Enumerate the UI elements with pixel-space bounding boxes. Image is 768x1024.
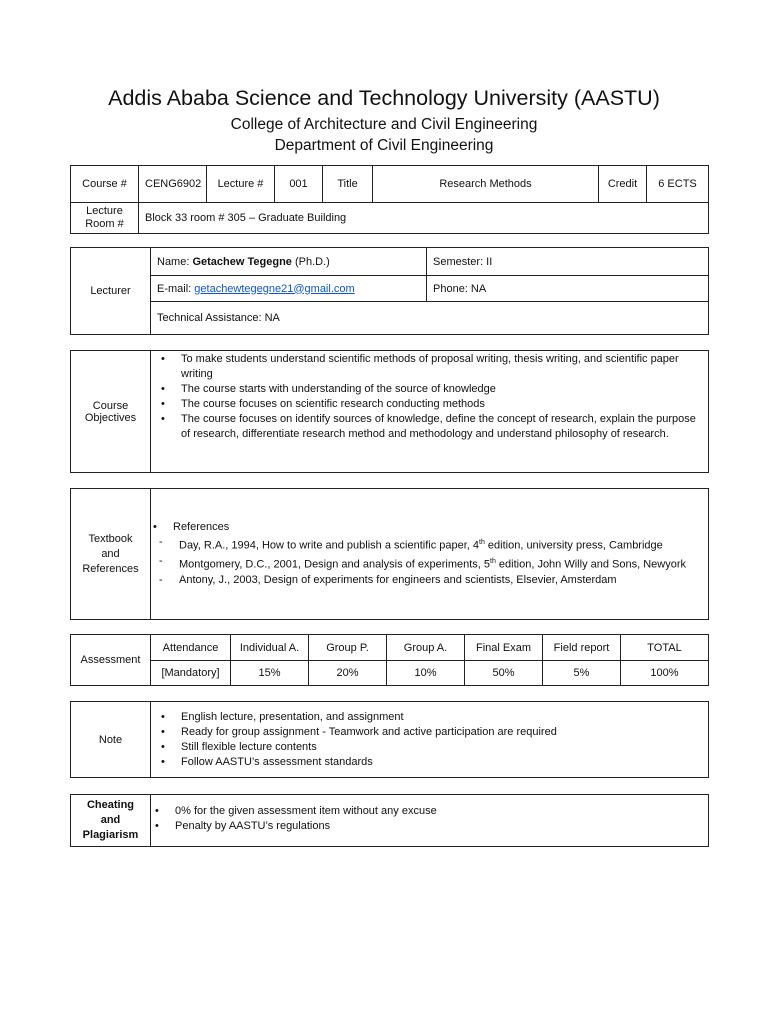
department-name: Department of Civil Engineering <box>274 137 494 154</box>
assessment-value: 20% <box>309 661 387 686</box>
cheating-label <box>71 795 151 847</box>
list-item: • The course focuses on scientific research conducting methods <box>181 397 702 412</box>
course-info-table <box>70 165 709 234</box>
course-number-label: Course # <box>71 166 139 203</box>
list-item: - Antony, J., 2003, Design of experiments for engineers and scientists, Elsevier, Amsterdam <box>179 573 702 588</box>
references-heading-list <box>155 520 702 535</box>
textbook-label <box>71 489 151 620</box>
textbook-label-line2: and <box>101 547 120 560</box>
cheating-table <box>70 794 709 847</box>
ref2-sup: th <box>490 558 496 565</box>
note-label: Note <box>71 702 151 778</box>
course-number-value: CENG6902 <box>139 166 207 203</box>
university-title: Addis Ababa Science and Technology University (AASTU) <box>108 86 660 110</box>
list-item: • 0% for the given assessment item without any excuse <box>175 804 702 819</box>
assessment-header: Group A. <box>387 635 465 661</box>
assessment-header: Attendance <box>151 635 231 661</box>
list-item: • To make students understand scientific methods of proposal writing, thesis writing, and scientific paper writing <box>181 352 702 382</box>
ref1-text-end: edition, university press, Cambridge <box>484 540 663 552</box>
objectives-label <box>71 351 151 473</box>
name-prefix: Name: <box>157 255 193 268</box>
assessment-header: Individual A. <box>231 635 309 661</box>
credit-label: Credit <box>599 166 647 203</box>
assessment-header: Field report <box>543 635 621 661</box>
title-label: Title <box>323 166 373 203</box>
lecturer-name-cell <box>151 248 427 276</box>
list-item <box>179 554 702 573</box>
ref1-text: Day, R.A., 1994, How to write and publish a scientific paper, 4 <box>179 540 480 552</box>
cheating-label-line1: Cheating <box>86 799 135 811</box>
lecture-room-label: Lecture Room # <box>71 203 139 234</box>
list-item: • The course starts with understanding of the source of knowledge <box>181 382 702 397</box>
ref2-text: Montgomery, D.C., 2001, Design and analysis of experiments, 5 <box>179 558 491 571</box>
note-table <box>70 701 709 778</box>
semester: Semester: II <box>427 248 709 276</box>
technical-assistance: Technical Assistance: NA <box>151 302 709 335</box>
title-value: Research Methods <box>373 166 599 203</box>
objectives-label-line2: Objectives <box>84 411 137 424</box>
email-link[interactable]: getachewtegegne21@gmail.com <box>194 282 355 295</box>
cheating-label-line2: and <box>100 814 121 826</box>
list-item: • English lecture, presentation, and assignment <box>181 710 702 725</box>
lecture-room-value: Block 33 room # 305 – Graduate Building <box>139 203 709 234</box>
ref1-sup: th <box>479 539 485 547</box>
assessment-header: Group P. <box>309 635 387 661</box>
lecturer-name: Getachew Tegegne <box>192 255 292 268</box>
lecture-number-label: Lecture # <box>207 166 275 203</box>
assessment-value: [Mandatory] <box>151 661 231 686</box>
objectives-label-line1: Course <box>92 399 129 412</box>
assessment-value: 50% <box>465 661 543 686</box>
cheating-label-line3: Plagiarism <box>82 829 139 841</box>
list-item: • Follow AASTU’s assessment standards <box>181 755 702 770</box>
references-list <box>155 535 702 587</box>
assessment-header: TOTAL <box>621 635 709 661</box>
textbook-label-line3: References <box>82 562 139 575</box>
lecture-number-value: 001 <box>275 166 323 203</box>
list-item: • Penalty by AASTU’s regulations <box>175 819 702 834</box>
assessment-table <box>70 634 709 686</box>
email-prefix: E-mail: <box>157 282 195 295</box>
assessment-header: Final Exam <box>465 635 543 661</box>
objectives-table <box>70 350 709 473</box>
assessment-value: 15% <box>231 661 309 686</box>
textbook-table <box>70 488 709 620</box>
ref2-text-end: edition, John Willy and Sons, Newyork <box>495 558 687 571</box>
list-item: • Still flexible lecture contents <box>181 740 702 755</box>
list-item <box>179 535 702 554</box>
textbook-label-line1: Textbook <box>88 532 133 545</box>
lecturer-table <box>70 247 709 335</box>
name-suffix: (Ph.D.) <box>291 255 330 268</box>
phone: Phone: NA <box>427 276 709 302</box>
list-item: • The course focuses on identify sources of knowledge, define the concept of research, explain the purpose of research, differentiate research method and methodology and understand philosophy of research. <box>181 412 702 442</box>
list-item: • Ready for group assignment - Teamwork and active participation are required <box>181 725 702 740</box>
lecturer-email-cell <box>151 276 427 302</box>
assessment-value: 100% <box>621 661 709 686</box>
lecturer-label: Lecturer <box>71 248 151 335</box>
assessment-label: Assessment <box>71 635 151 686</box>
assessment-value: 5% <box>543 661 621 686</box>
references-heading: • References <box>173 520 702 535</box>
note-list <box>157 710 702 770</box>
assessment-value: 10% <box>387 661 465 686</box>
cheating-list <box>157 804 702 834</box>
college-name: College of Architecture and Civil Engineering <box>230 116 538 133</box>
credit-value: 6 ECTS <box>647 166 709 203</box>
objectives-list <box>157 352 702 442</box>
